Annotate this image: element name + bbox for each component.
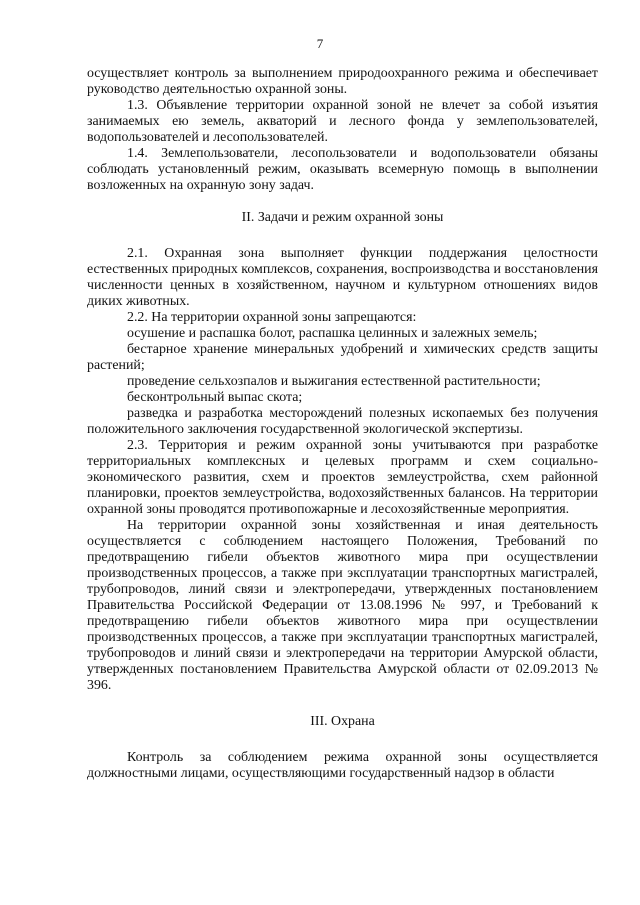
paragraph-2-3: 2.3. Территория и режим охранной зоны учитываются при разработке территориальных комплексных и целевых программ и схем социально-экономического развития, схем и проектов землеустройства, схем районной планировки, проектов землеустройства, водохозяйственных балансов. На территории охранной зоны проводятся противопожарные и лесохозяйственные мероприятия. bbox=[87, 438, 598, 517]
paragraph-control: Контроль за соблюдением режима охранной зоны осуществляется должностными лицами, осуществляющими государственный надзор в области bbox=[87, 750, 598, 781]
section-heading-3: III. Охрана bbox=[310, 714, 375, 729]
paragraph-1-3: 1.3. Объявление территории охранной зоной не влечет за собой изъятия занимаемых ею земель, акваторий и лесного фонда у землепользователей, водопользователей и лесопользователей. bbox=[87, 98, 598, 145]
prohibition-item: бесконтрольный выпас скота; bbox=[127, 390, 303, 405]
paragraph-activity: На территории охранной зоны хозяйственная и иная деятельность осуществляется с соблюдением настоящего Положения, Требований по предотвращению гибели объектов животного мира при осуществлении производственных процессов, а также при эксплуатации транспортных магистралей, трубопроводов, линий связи и электропередачи, утвержденных постановлением Правительства Российской Федерации от 13.08.1996 № 997, и Требований к предотвращению гибели объектов животного мира при осуществлении производственных процессов, а также при эксплуатации транспортных магистралей, трубопроводов и линий связи и электропередачи на территории Амурской области, утвержденных постановлением Правительства Амурской области от 02.09.2013 № 396. bbox=[87, 518, 598, 693]
prohibition-item: осушение и распашка болот, распашка целинных и залежных земель; bbox=[127, 326, 538, 341]
paragraph-intro-continuation: осуществляет контроль за выполнением природоохранного режима и обеспечивает руководство деятельностью охранной зоны. bbox=[87, 66, 598, 97]
prohibition-item: разведка и разработка месторождений полезных ископаемых без получения положительного заключения государственной экологической экспертизы. bbox=[87, 406, 598, 437]
paragraph-2-2: 2.2. На территории охранной зоны запрещаются: bbox=[127, 310, 417, 325]
prohibition-item: проведение сельхозпалов и выжигания естественной растительности; bbox=[127, 374, 541, 389]
prohibition-item: бестарное хранение минеральных удобрений и химических средств защиты растений; bbox=[87, 342, 598, 373]
section-heading-2: II. Задачи и режим охранной зоны bbox=[241, 210, 444, 225]
document-body bbox=[87, 66, 598, 782]
page-number: 7 bbox=[316, 36, 324, 51]
paragraph-2-1: 2.1. Охранная зона выполняет функции поддержания целостности естественных природных комплексов, сохранения, воспроизводства и восстановления численности ценных в хозяйственном, научном и культурном отношениях видов диких животных. bbox=[87, 246, 598, 309]
paragraph-1-4: 1.4. Землепользователи, лесопользователи и водопользователи обязаны соблюдать установленный режим, оказывать всемерную помощь в выполнении возложенных на охранную зону задач. bbox=[87, 146, 598, 193]
